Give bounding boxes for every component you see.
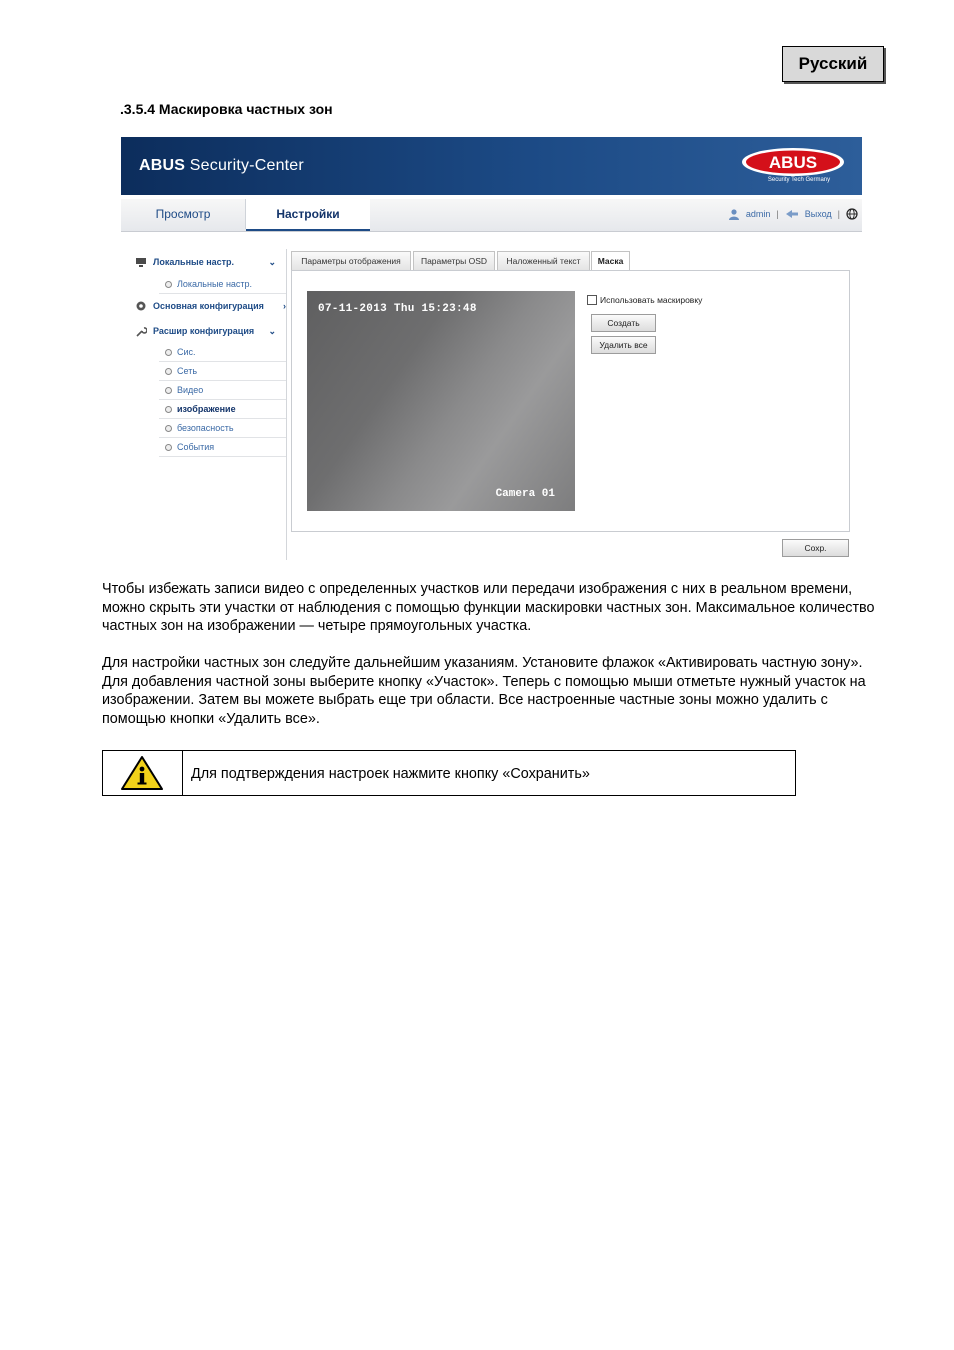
sidebar-item-label: Локальные настр. <box>177 279 253 289</box>
logo-text: ABUS <box>768 153 818 172</box>
sidebar-item-local-settings[interactable] <box>159 275 286 294</box>
note-box <box>102 750 796 796</box>
logout-icon <box>785 209 799 219</box>
bullet-icon <box>165 387 172 394</box>
sidebar-item-security[interactable] <box>159 419 286 438</box>
sidebar-item-network[interactable] <box>159 362 286 381</box>
sidebar-group-label: Основная конфигурация <box>153 301 264 311</box>
sidebar-group-local[interactable] <box>135 253 286 271</box>
warning-info-icon <box>120 755 164 791</box>
sidebar-divider <box>286 249 287 560</box>
top-nav <box>121 199 862 232</box>
sidebar-group-basic[interactable] <box>135 297 286 315</box>
bullet-icon <box>165 406 172 413</box>
chevron-right-icon: › <box>283 301 286 311</box>
sidebar-item-label: изображение <box>177 404 236 414</box>
osd-timestamp: 07-11-2013 Thu 15:23:48 <box>318 303 477 315</box>
nav-separator: | <box>776 209 779 219</box>
section-title: .3.5.4 Маскировка частных зон <box>120 101 333 117</box>
sidebar-item-events[interactable] <box>159 438 286 457</box>
create-button[interactable]: Создать <box>591 314 656 332</box>
bullet-icon <box>165 368 172 375</box>
osd-camera-name: Camera 01 <box>495 488 555 500</box>
note-text: Для подтверждения настроек нажмите кнопку «Сохранить» <box>191 766 590 782</box>
bullet-icon <box>165 281 172 288</box>
paragraph-intro: Чтобы избежать записи видео с определенных участков или передачи изображения с них в реальном времени, можно скрыть эти участки от наблюдения с помощью функции маскировки частных зон. Максимальное количество частных зон на изображении — четыре прямоугольных участка. <box>102 581 875 634</box>
sidebar-item-label: безопасность <box>177 423 234 433</box>
user-icon <box>728 208 740 220</box>
abus-screenshot <box>121 137 862 560</box>
save-button[interactable]: Сохр. <box>782 539 849 557</box>
tab-settings[interactable]: Настройки <box>246 199 370 231</box>
bullet-icon <box>165 425 172 432</box>
sidebar-item-label: Видео <box>177 385 204 395</box>
paragraph-instructions: Для настройки частных зон следуйте дальнейшим указаниям. Установите флажок «Активировать частную зону». Для добавления частной зоны выберите кнопку «Участок». Теперь с помощью мыши отметьте нужный участок на изображении. Затем вы можете выбрать еще три области. Все настроенные частные зоны можно удалить с помощью кнопки «Удалить все». <box>102 655 866 727</box>
enable-mask-label: Использовать маскировку <box>600 295 703 305</box>
sidebar-item-system[interactable] <box>159 343 286 362</box>
enable-mask-checkbox[interactable] <box>587 295 597 305</box>
language-badge: Русский <box>782 46 884 82</box>
tab-osd-params[interactable]: Параметры OSD <box>413 251 495 271</box>
chevron-down-icon: ⌄ <box>268 326 276 336</box>
sidebar-item-image[interactable] <box>159 400 286 419</box>
sidebar-item-label: Сеть <box>177 366 198 376</box>
sidebar-item-video[interactable] <box>159 381 286 400</box>
tab-mask[interactable]: Маска <box>591 251 630 271</box>
sidebar-group-advanced[interactable] <box>135 322 286 340</box>
gear-icon <box>135 300 147 312</box>
tab-view[interactable]: Просмотр <box>121 199 246 229</box>
sidebar-item-label: События <box>177 442 215 452</box>
video-preview[interactable] <box>307 291 575 511</box>
app-title: ABUS Security-Center <box>139 157 304 174</box>
tab-overlay-text[interactable]: Наложенный текст <box>497 251 590 271</box>
logout-link[interactable]: Выход <box>804 209 832 219</box>
app-banner <box>121 137 862 195</box>
note-icon-cell <box>103 751 183 795</box>
enable-mask-row[interactable] <box>587 295 702 305</box>
abus-logo-icon <box>741 147 845 177</box>
bullet-icon <box>165 349 172 356</box>
logo-subtitle: Security Tech Germany <box>767 177 831 183</box>
sidebar-group-label: Расшир конфигурация <box>153 326 255 336</box>
globe-icon[interactable] <box>846 208 858 220</box>
wrench-icon <box>135 325 147 337</box>
chevron-down-icon: ⌄ <box>268 257 276 267</box>
tab-display-params[interactable]: Параметры отображения <box>291 251 411 271</box>
delete-all-button[interactable]: Удалить все <box>591 336 656 354</box>
nav-separator-2: | <box>837 209 840 219</box>
bullet-icon <box>165 444 172 451</box>
user-controls <box>728 208 858 220</box>
user-name[interactable]: admin <box>745 209 771 219</box>
sidebar-group-label: Локальные настр. <box>153 257 235 267</box>
monitor-icon <box>135 256 147 268</box>
sidebar-item-label: Сис. <box>177 347 196 357</box>
